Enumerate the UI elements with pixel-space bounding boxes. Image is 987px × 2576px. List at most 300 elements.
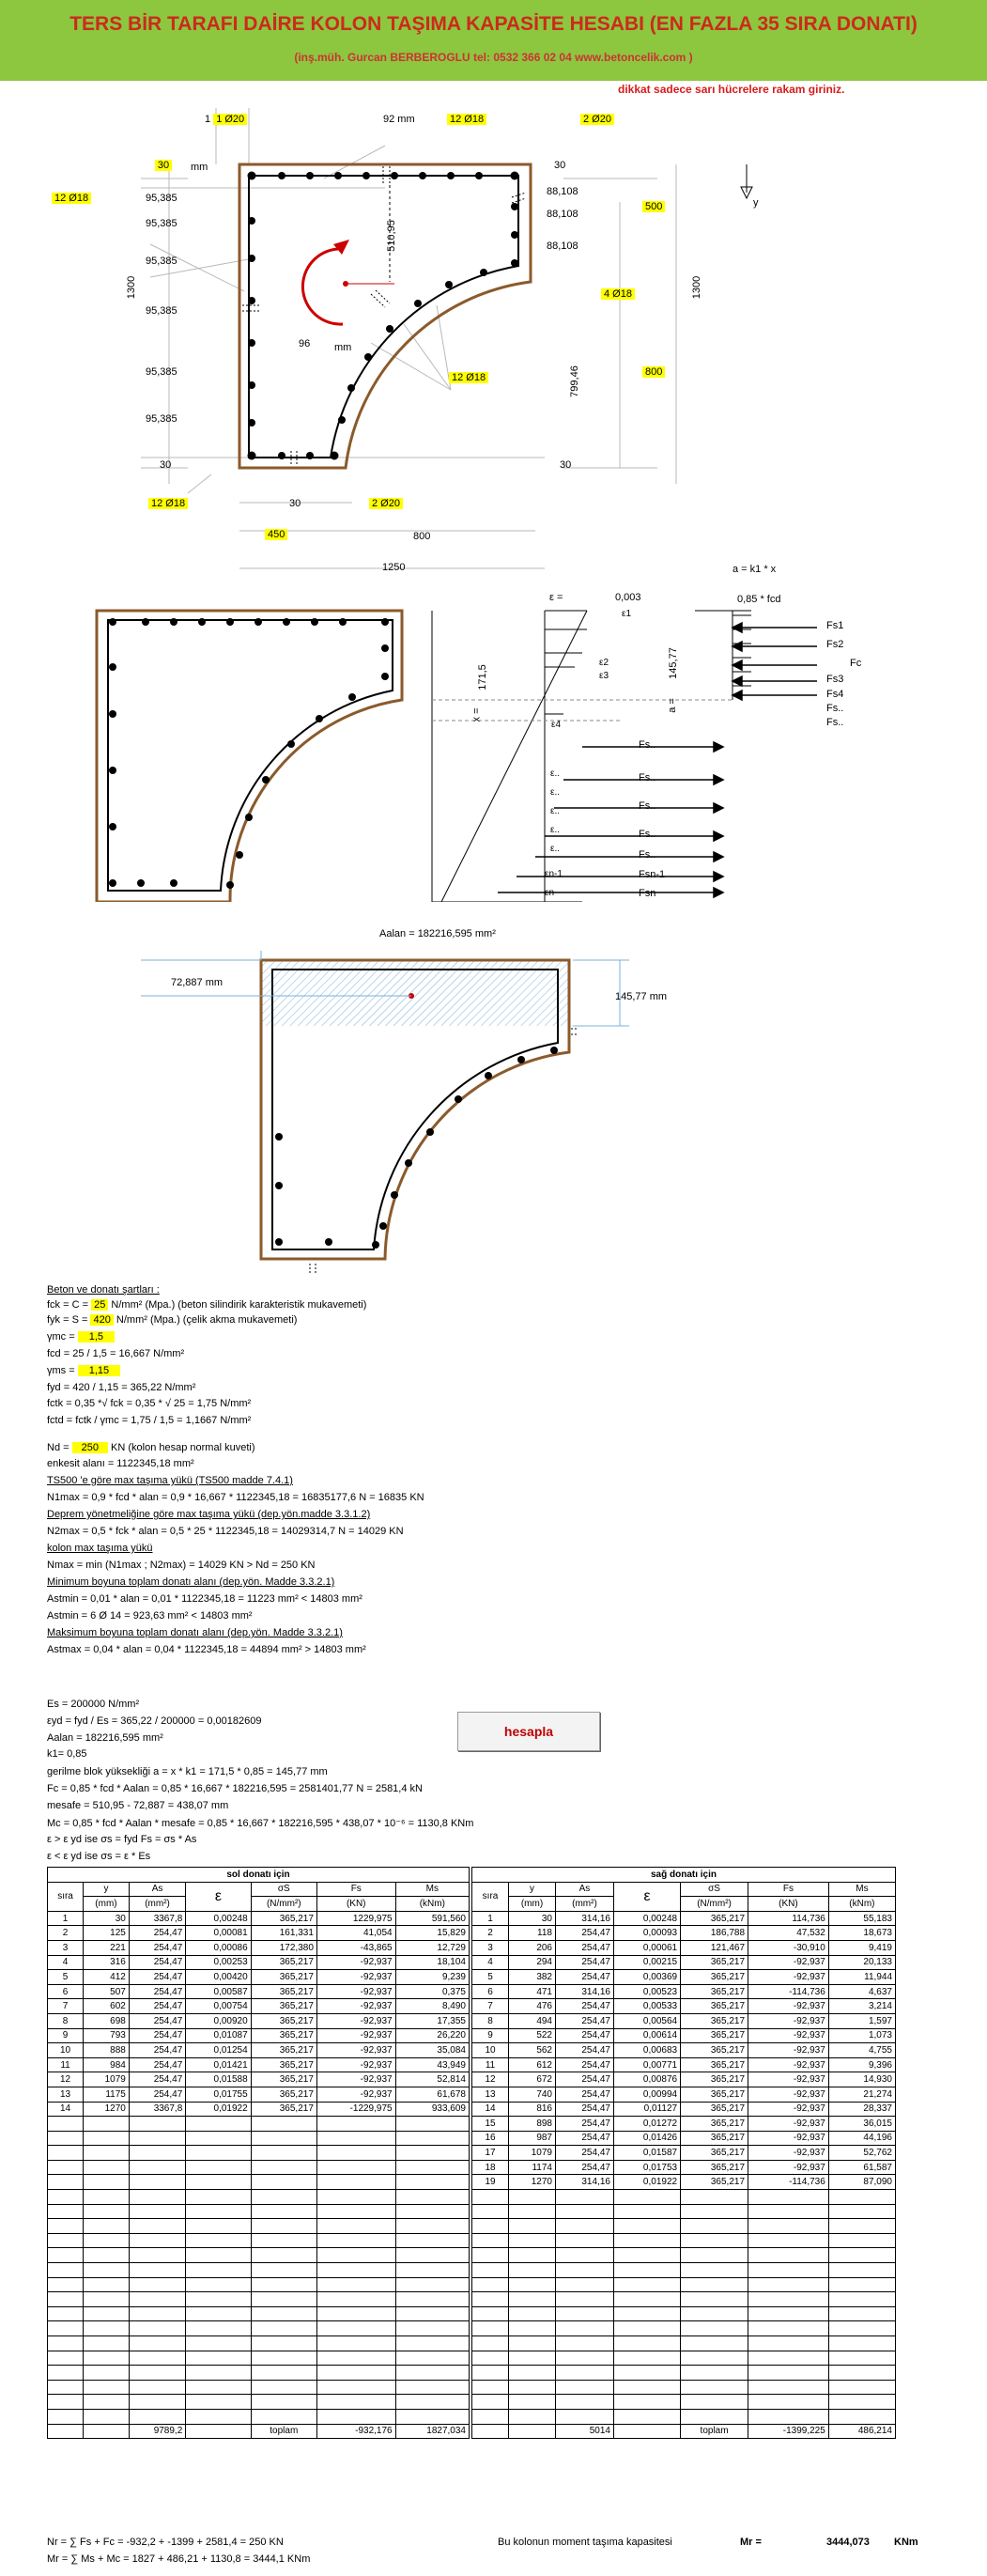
table-cell: 4 xyxy=(472,1955,509,1970)
table-cell xyxy=(472,2248,509,2263)
table-cell xyxy=(84,2248,130,2263)
table-cell: 4 xyxy=(48,1955,84,1970)
table-cell: 18,673 xyxy=(828,1926,895,1941)
hesapla-button[interactable]: hesapla xyxy=(457,1712,600,1751)
table-cell: 254,47 xyxy=(129,1926,185,1941)
table-title-row xyxy=(48,1868,470,1883)
table-total-cell xyxy=(613,2424,680,2439)
table-cell xyxy=(316,2233,395,2248)
table-row xyxy=(472,2013,896,2028)
table-row xyxy=(48,2219,470,2234)
table-cell: 365,217 xyxy=(681,1911,748,1926)
dim-500-input[interactable]: 500 xyxy=(642,201,665,212)
table-cell xyxy=(681,2219,748,2234)
table-cell xyxy=(472,2380,509,2395)
table-cell: 15,829 xyxy=(395,1926,469,1941)
table-cell: -92,937 xyxy=(316,2087,395,2102)
dim-799: 799,46 xyxy=(568,365,580,397)
table-cell: 186,788 xyxy=(681,1926,748,1941)
table-cell xyxy=(828,2380,895,2395)
table-cell xyxy=(748,2409,829,2424)
eyd-line: εyd = fyd / Es = 365,22 / 200000 = 0,00182609 xyxy=(47,1715,262,1727)
table-cell: 933,609 xyxy=(395,2102,469,2117)
table-cell xyxy=(48,2160,84,2175)
table-cell xyxy=(48,2233,84,2248)
table-cell xyxy=(48,2366,84,2381)
bottom-cover-right: 30 xyxy=(560,459,572,471)
bar-label-bottom-mid[interactable]: 2 Ø20 xyxy=(369,498,403,509)
table-cell: 9,239 xyxy=(395,1970,469,1985)
table-row xyxy=(48,2072,470,2087)
table-cell xyxy=(251,2366,316,2381)
fs-right-6: Fs.. xyxy=(826,717,844,728)
table-cell: 0,00248 xyxy=(613,1911,680,1926)
table-row xyxy=(48,1970,470,1985)
table-cell xyxy=(613,2204,680,2219)
es-line: Es = 200000 N/mm² xyxy=(47,1699,140,1710)
table-cell xyxy=(48,2146,84,2161)
table-total-row xyxy=(48,2424,470,2439)
table-cell xyxy=(48,2190,84,2205)
table-cell xyxy=(84,2277,130,2292)
table-row xyxy=(48,2028,470,2043)
table-cell xyxy=(251,2117,316,2132)
table-cell xyxy=(316,2306,395,2321)
fc-label: Fc xyxy=(850,658,862,669)
table-cell: 2 xyxy=(48,1926,84,1941)
table-cell xyxy=(251,2395,316,2410)
table-cell xyxy=(48,2409,84,2424)
table-cell xyxy=(748,2321,829,2336)
fctd-line: fctd = fctk / γmc = 1,75 / 1,5 = 1,1667 N/mm² xyxy=(47,1415,252,1426)
column-header: As xyxy=(556,1882,614,1897)
eps-1: ε1 xyxy=(622,609,632,619)
column-header: sıra xyxy=(472,1882,509,1911)
nd-input[interactable]: 250 xyxy=(72,1442,108,1453)
table-cell xyxy=(556,2190,614,2205)
table-cell xyxy=(48,2306,84,2321)
table-cell: 206 xyxy=(509,1940,556,1955)
table-cell: 254,47 xyxy=(129,2057,185,2072)
table-row xyxy=(48,1911,470,1926)
table-cell xyxy=(316,2321,395,2336)
table-cell xyxy=(129,2321,185,2336)
table-cell xyxy=(748,2204,829,2219)
column-header: y xyxy=(84,1882,130,1897)
table-cell: 21,274 xyxy=(828,2087,895,2102)
table-cell: 365,217 xyxy=(681,2131,748,2146)
table-cell xyxy=(316,2219,395,2234)
table-cell xyxy=(748,2263,829,2278)
table-cell xyxy=(395,2277,469,2292)
distance-line: mesafe = 510,95 - 72,887 = 438,07 mm xyxy=(47,1800,229,1811)
table-cell xyxy=(251,2351,316,2366)
input-warning-note: dikkat sadece sarı hücrelere rakam giriniz. xyxy=(618,83,845,96)
table-cell: -92,937 xyxy=(748,2131,829,2146)
table-total-row xyxy=(472,2424,896,2439)
dim-top-spacing: 92 mm xyxy=(383,114,415,125)
table-cell xyxy=(748,2190,829,2205)
table-row xyxy=(48,1926,470,1941)
table-cell: 7 xyxy=(48,1999,84,2014)
table-cell: 0,00215 xyxy=(613,1955,680,1970)
table-cell xyxy=(186,2306,251,2321)
table-cell xyxy=(251,2131,316,2146)
table-cell xyxy=(613,2292,680,2307)
table-cell xyxy=(48,2351,84,2366)
table-cell xyxy=(129,2292,185,2307)
table-cell: -92,937 xyxy=(748,2102,829,2117)
aalan-line: Aalan = 182216,595 mm² xyxy=(47,1732,163,1744)
fck-input[interactable]: 25 xyxy=(91,1299,108,1311)
table-cell xyxy=(828,2321,895,2336)
table-row xyxy=(472,1970,896,1985)
left-height-dim: 1300 xyxy=(126,275,138,300)
eps-5: ε.. xyxy=(550,768,561,779)
table-cell: 3 xyxy=(48,1940,84,1955)
table-row xyxy=(48,2204,470,2219)
table-cell xyxy=(681,2395,748,2410)
fs-mid-n: Fsn xyxy=(639,888,656,899)
table-cell xyxy=(251,2190,316,2205)
column-unit: (N/mm²) xyxy=(681,1897,748,1912)
table-cell: 816 xyxy=(509,2102,556,2117)
eps-2: ε2 xyxy=(599,658,609,668)
table-row xyxy=(472,2292,896,2307)
table-cell: -92,937 xyxy=(316,2057,395,2072)
table-cell: 18 xyxy=(472,2160,509,2175)
table-cell xyxy=(748,2248,829,2263)
column-header: ε xyxy=(186,1882,251,1911)
table-unit-row xyxy=(48,1897,470,1912)
table-cell: 254,47 xyxy=(556,2117,614,2132)
table-row xyxy=(48,2233,470,2248)
table-cell: 254,47 xyxy=(129,2087,185,2102)
table-cell: 14 xyxy=(472,2102,509,2117)
table-cell xyxy=(186,2160,251,2175)
table-cell xyxy=(84,2233,130,2248)
table-cell: -114,736 xyxy=(748,2175,829,2190)
table-cell: 314,16 xyxy=(556,2175,614,2190)
table-row xyxy=(48,2409,470,2424)
arc-offset-dim: 510,95 xyxy=(385,220,397,252)
rule-line-2: ε < ε yd ise σs = ε * Es xyxy=(47,1851,151,1862)
table-cell: 12 xyxy=(48,2072,84,2087)
table-row xyxy=(472,2306,896,2321)
fcd-line: fcd = 25 / 1,5 = 16,667 N/mm² xyxy=(47,1348,185,1359)
table-cell xyxy=(316,2409,395,2424)
table-cell xyxy=(472,2277,509,2292)
gamma-mc-input[interactable]: 1,5 xyxy=(78,1331,115,1342)
table-cell xyxy=(828,2263,895,2278)
table-cell: 114,736 xyxy=(748,1911,829,1926)
unit-mm: mm xyxy=(191,162,208,173)
table-cell xyxy=(84,2117,130,2132)
table-cell: 0,01127 xyxy=(613,2102,680,2117)
fs-right-5: Fs.. xyxy=(826,703,844,714)
table-cell xyxy=(251,2306,316,2321)
table-cell xyxy=(613,2351,680,2366)
table-cell xyxy=(613,2321,680,2336)
eps-n: εn xyxy=(545,888,555,898)
table-row xyxy=(472,2131,896,2146)
table-cell xyxy=(186,2146,251,2161)
table-cell: 35,084 xyxy=(395,2043,469,2058)
table-row xyxy=(472,2248,896,2263)
table-cell xyxy=(509,2380,556,2395)
table-cell xyxy=(395,2395,469,2410)
table-cell: 3367,8 xyxy=(129,2102,185,2117)
table-cell xyxy=(472,2233,509,2248)
table-cell xyxy=(251,2146,316,2161)
table-cell xyxy=(828,2306,895,2321)
table-cell: 11,944 xyxy=(828,1970,895,1985)
table-cell: 494 xyxy=(509,2013,556,2028)
table-cell xyxy=(84,2263,130,2278)
table-cell: 740 xyxy=(509,2087,556,2102)
table-cell xyxy=(48,2336,84,2351)
table-cell: 254,47 xyxy=(129,1955,185,1970)
table-cell xyxy=(828,2248,895,2263)
table-cell xyxy=(186,2277,251,2292)
table-cell xyxy=(84,2131,130,2146)
table-cell xyxy=(186,2409,251,2424)
table-cell: 365,217 xyxy=(251,2072,316,2087)
gamma-ms-input[interactable]: 1,15 xyxy=(78,1365,120,1376)
table-cell xyxy=(556,2306,614,2321)
table-cell: -92,937 xyxy=(316,2013,395,2028)
table-cell: 254,47 xyxy=(129,2043,185,2058)
table-cell: 254,47 xyxy=(556,2028,614,2043)
table-cell xyxy=(84,2351,130,2366)
table-cell xyxy=(48,2117,84,2132)
table-cell: -92,937 xyxy=(748,2146,829,2161)
table-cell: 0,00876 xyxy=(613,2072,680,2087)
table-cell: -114,736 xyxy=(748,1984,829,1999)
table-total-cell: -932,176 xyxy=(316,2424,395,2439)
table-cell: 382 xyxy=(509,1970,556,1985)
table-cell: 1079 xyxy=(84,2072,130,2087)
table-cell: 0,00093 xyxy=(613,1926,680,1941)
table-cell xyxy=(251,2380,316,2395)
table-cell xyxy=(395,2292,469,2307)
fs-mid-2: Fs.. xyxy=(639,772,656,784)
table-row xyxy=(48,2366,470,2381)
table-cell xyxy=(556,2233,614,2248)
table-header-row xyxy=(48,1882,470,1897)
table-cell: 1270 xyxy=(84,2102,130,2117)
table-row xyxy=(48,1955,470,1970)
bar-label-top-left[interactable]: 1 Ø20 xyxy=(213,114,247,125)
x-value: 171,5 xyxy=(476,664,488,691)
table-cell xyxy=(129,2409,185,2424)
table-cell xyxy=(681,2336,748,2351)
table-cell: 28,337 xyxy=(828,2102,895,2117)
table-cell: 0,01753 xyxy=(613,2160,680,2175)
eps-9: ε.. xyxy=(550,844,561,854)
table-cell xyxy=(186,2321,251,2336)
table-cell: 672 xyxy=(509,2072,556,2087)
fs-mid-n-1: Fsn-1 xyxy=(639,869,666,880)
table-cell xyxy=(748,2277,829,2292)
table-cell xyxy=(316,2395,395,2410)
table-row xyxy=(472,2028,896,2043)
table-row xyxy=(472,2366,896,2381)
table-cell xyxy=(556,2219,614,2234)
table-cell xyxy=(681,2233,748,2248)
table-cell: 1229,975 xyxy=(316,1911,395,1926)
table-row xyxy=(472,1955,896,1970)
table-cell xyxy=(748,2351,829,2366)
table-cell xyxy=(681,2277,748,2292)
table-cell: 602 xyxy=(84,1999,130,2014)
table-cell xyxy=(251,2233,316,2248)
bar-label-arc[interactable]: 12 Ø18 xyxy=(449,372,488,383)
astmax-line: Astmax = 0,04 * alan = 0,04 * 1122345,18 = 44894 mm² > 14803 mm² xyxy=(47,1644,366,1655)
table-cell: 984 xyxy=(84,2057,130,2072)
table-title: sağ donatı için xyxy=(472,1868,896,1883)
table-cell xyxy=(828,2204,895,2219)
bar-label-top-mid[interactable]: 12 Ø18 xyxy=(447,114,486,125)
table-cell xyxy=(472,2219,509,2234)
table-cell xyxy=(129,2175,185,2190)
table-title: sol donatı için xyxy=(48,1868,470,1883)
table-cell: 43,949 xyxy=(395,2057,469,2072)
table-cell xyxy=(748,2233,829,2248)
table-row xyxy=(48,2190,470,2205)
table-cell: 254,47 xyxy=(129,1970,185,1985)
nd-label: Nd = xyxy=(47,1442,69,1453)
bar-label-top-left-count: 1 xyxy=(205,114,214,125)
table-cell: -92,937 xyxy=(748,2013,829,2028)
bar-label-left[interactable]: 12 Ø18 xyxy=(52,193,91,204)
table-cell: 121,467 xyxy=(681,1940,748,1955)
fyk-desc: N/mm² (Mpa.) (çelik akma mukavemeti) xyxy=(116,1314,298,1326)
table-cell: 0,00253 xyxy=(186,1955,251,1970)
table-cell xyxy=(509,2306,556,2321)
table-cell xyxy=(186,2233,251,2248)
table-cell xyxy=(748,2292,829,2307)
table-row xyxy=(472,1926,896,1941)
table-cell xyxy=(509,2219,556,2234)
astmax-heading: Maksimum boyuna toplam donatı alanı (dep.yön. Madde 3.3.2.1) xyxy=(47,1627,343,1638)
table-cell: 0,00061 xyxy=(613,1940,680,1955)
table-row xyxy=(472,2087,896,2102)
table-cell xyxy=(472,2366,509,2381)
table-total-cell: -1399,225 xyxy=(748,2424,829,2439)
table-cell: 3367,8 xyxy=(129,1911,185,1926)
table-cell: 1,597 xyxy=(828,2013,895,2028)
table-row xyxy=(472,1984,896,1999)
table-cell xyxy=(509,2204,556,2219)
table-cell xyxy=(129,2190,185,2205)
dim-450-input[interactable]: 450 xyxy=(265,529,287,540)
table-cell xyxy=(681,2306,748,2321)
table-cell xyxy=(186,2248,251,2263)
table-cell: 254,47 xyxy=(556,1999,614,2014)
table-cell: 30 xyxy=(509,1911,556,1926)
fyk-input[interactable]: 420 xyxy=(90,1314,113,1326)
header-band xyxy=(0,0,987,81)
table-title-row xyxy=(472,1868,896,1883)
dim-800-input[interactable]: 800 xyxy=(642,366,665,378)
table-cell xyxy=(828,2409,895,2424)
table-cell: 14 xyxy=(48,2102,84,2117)
table-cell: 365,217 xyxy=(681,2043,748,2058)
table-cell xyxy=(395,2366,469,2381)
table-cell: 612 xyxy=(509,2057,556,2072)
table-cell xyxy=(186,2131,251,2146)
seismic-heading: Deprem yönetmeliğine göre max taşıma yükü (dep.yön.madde 3.3.1.2) xyxy=(47,1509,371,1520)
eps-top-value: 0,003 xyxy=(615,592,641,603)
table-cell xyxy=(251,2160,316,2175)
table-total-cell: toplam xyxy=(251,2424,316,2439)
table-cell xyxy=(509,2395,556,2410)
table-cell xyxy=(613,2277,680,2292)
table-cell: -92,937 xyxy=(748,1955,829,1970)
table-cell xyxy=(556,2277,614,2292)
column-unit: (KN) xyxy=(748,1897,829,1912)
table-cell xyxy=(472,2292,509,2307)
table-cell xyxy=(828,2219,895,2234)
fs-right-1: Fs1 xyxy=(826,620,844,631)
table-row xyxy=(48,2306,470,2321)
table-cell: 8 xyxy=(48,2013,84,2028)
table-cell: -30,910 xyxy=(748,1940,829,1955)
table-row xyxy=(48,1999,470,2014)
bar-label-top-right[interactable]: 2 Ø20 xyxy=(580,114,614,125)
table-row xyxy=(48,2380,470,2395)
table-cell: 254,47 xyxy=(556,2043,614,2058)
bar-label-bottom-left[interactable]: 12 Ø18 xyxy=(148,498,188,509)
table-cell: 254,47 xyxy=(556,2146,614,2161)
table-unit-row xyxy=(472,1897,896,1912)
eps-7: ε.. xyxy=(550,806,561,816)
table-cell xyxy=(129,2306,185,2321)
table-cell: 365,217 xyxy=(681,1984,748,1999)
table-cell xyxy=(316,2292,395,2307)
table-cell: 254,47 xyxy=(129,2013,185,2028)
column-header: σS xyxy=(251,1882,316,1897)
column-unit: (kNm) xyxy=(828,1897,895,1912)
bar-label-right[interactable]: 4 Ø18 xyxy=(601,288,635,300)
table-row xyxy=(48,2102,470,2117)
table-row xyxy=(472,2277,896,2292)
fs-right-3: Fs3 xyxy=(826,674,844,685)
table-cell: 9 xyxy=(48,2028,84,2043)
table-cell xyxy=(251,2336,316,2351)
eps-6: ε.. xyxy=(550,787,561,798)
table-row xyxy=(472,2175,896,2190)
table-row xyxy=(48,2277,470,2292)
table-cell: 18,104 xyxy=(395,1955,469,1970)
table-cell: 9 xyxy=(472,2028,509,2043)
table-row xyxy=(472,2043,896,2058)
table-cell xyxy=(395,2380,469,2395)
cover-top-left-input[interactable]: 30 xyxy=(155,160,172,171)
nmax-heading: kolon max taşıma yükü xyxy=(47,1543,153,1554)
table-cell xyxy=(316,2190,395,2205)
table-cell: 365,217 xyxy=(681,1955,748,1970)
table-cell xyxy=(681,2351,748,2366)
table-cell: 10 xyxy=(48,2043,84,2058)
table-cell xyxy=(556,2366,614,2381)
column-header: y xyxy=(509,1882,556,1897)
table-cell xyxy=(84,2219,130,2234)
table-total-cell xyxy=(48,2424,84,2439)
table-cell xyxy=(395,2233,469,2248)
table-cell xyxy=(48,2263,84,2278)
